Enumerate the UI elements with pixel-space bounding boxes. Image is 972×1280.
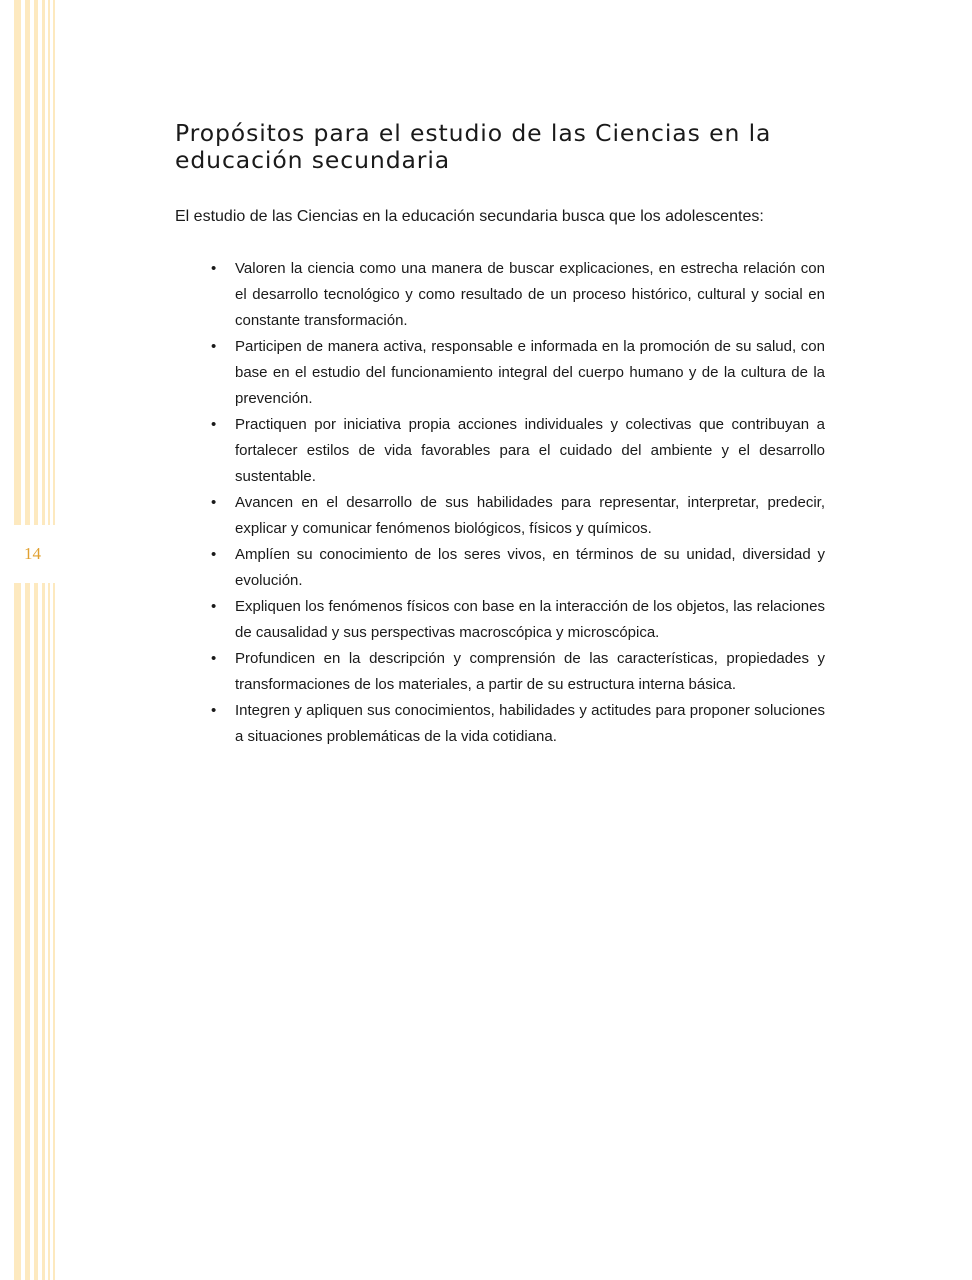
list-item: [211, 334, 825, 412]
list-item: [211, 542, 825, 594]
list-item-text: Integren y apliquen sus conocimientos, habilidades y actitudes para proponer soluciones a situaciones problemáticas de la vida cotidiana.: [235, 702, 825, 745]
purposes-list: [175, 256, 825, 750]
margin-stripe: [53, 0, 55, 1280]
margin-stripe: [14, 0, 21, 1280]
bullet-icon: •: [211, 338, 217, 355]
list-item-text: Participen de manera activa, responsable e informada en la promoción de su salud, con base en el estudio del funcionamiento integral del cuerpo humano y de la cultura de la prevención.: [235, 338, 825, 407]
list-item: [211, 412, 825, 490]
bullet-icon: •: [211, 598, 217, 615]
bullet-icon: •: [211, 416, 217, 433]
margin-stripe: [34, 0, 38, 1280]
list-item-text: Expliquen los fenómenos físicos con base en la interacción de los objetos, las relaciones de causalidad y sus perspectivas macroscópica y microscópica.: [235, 598, 825, 641]
list-item-text: Avancen en el desarrollo de sus habilidades para representar, interpretar, predecir, explicar y comunicar fenómenos biológicos, físicos y químicos.: [235, 494, 825, 537]
intro-paragraph: El estudio de las Ciencias en la educación secundaria busca que los adolescentes:: [175, 208, 764, 225]
section-title: Propósitos para el estudio de las Ciencias en la educación secundaria: [175, 119, 772, 174]
section-content: [175, 120, 825, 750]
list-item-text: Profundicen en la descripción y comprensión de las características, propiedades y transformaciones de los materiales, a partir de su estructura interna básica.: [235, 650, 825, 693]
margin-decoration: [0, 0, 60, 1280]
list-item: [211, 646, 825, 698]
bullet-icon: •: [211, 494, 217, 511]
list-item-text: Valoren la ciencia como una manera de buscar explicaciones, en estrecha relación con el desarrollo tecnológico y como resultado de un proceso histórico, cultural y social en constante transformación.: [235, 260, 825, 329]
bullet-icon: •: [211, 260, 217, 277]
bullet-icon: •: [211, 546, 217, 563]
bullet-icon: •: [211, 650, 217, 667]
page-number: 14: [24, 544, 41, 563]
margin-stripe: [25, 0, 30, 1280]
list-item: [211, 490, 825, 542]
bullet-icon: •: [211, 702, 217, 719]
margin-stripe: [42, 0, 45, 1280]
list-item: [211, 594, 825, 646]
list-item-text: Practiquen por iniciativa propia acciones individuales y colectivas que contribuyan a fortalecer estilos de vida favorables para el cuidado del ambiente y el desarrollo sustentable.: [235, 416, 825, 485]
list-item: [211, 698, 825, 750]
margin-stripe: [48, 0, 50, 1280]
list-item-text: Amplíen su conocimiento de los seres vivos, en términos de su unidad, diversidad y evolución.: [235, 546, 825, 589]
list-item: [211, 256, 825, 334]
